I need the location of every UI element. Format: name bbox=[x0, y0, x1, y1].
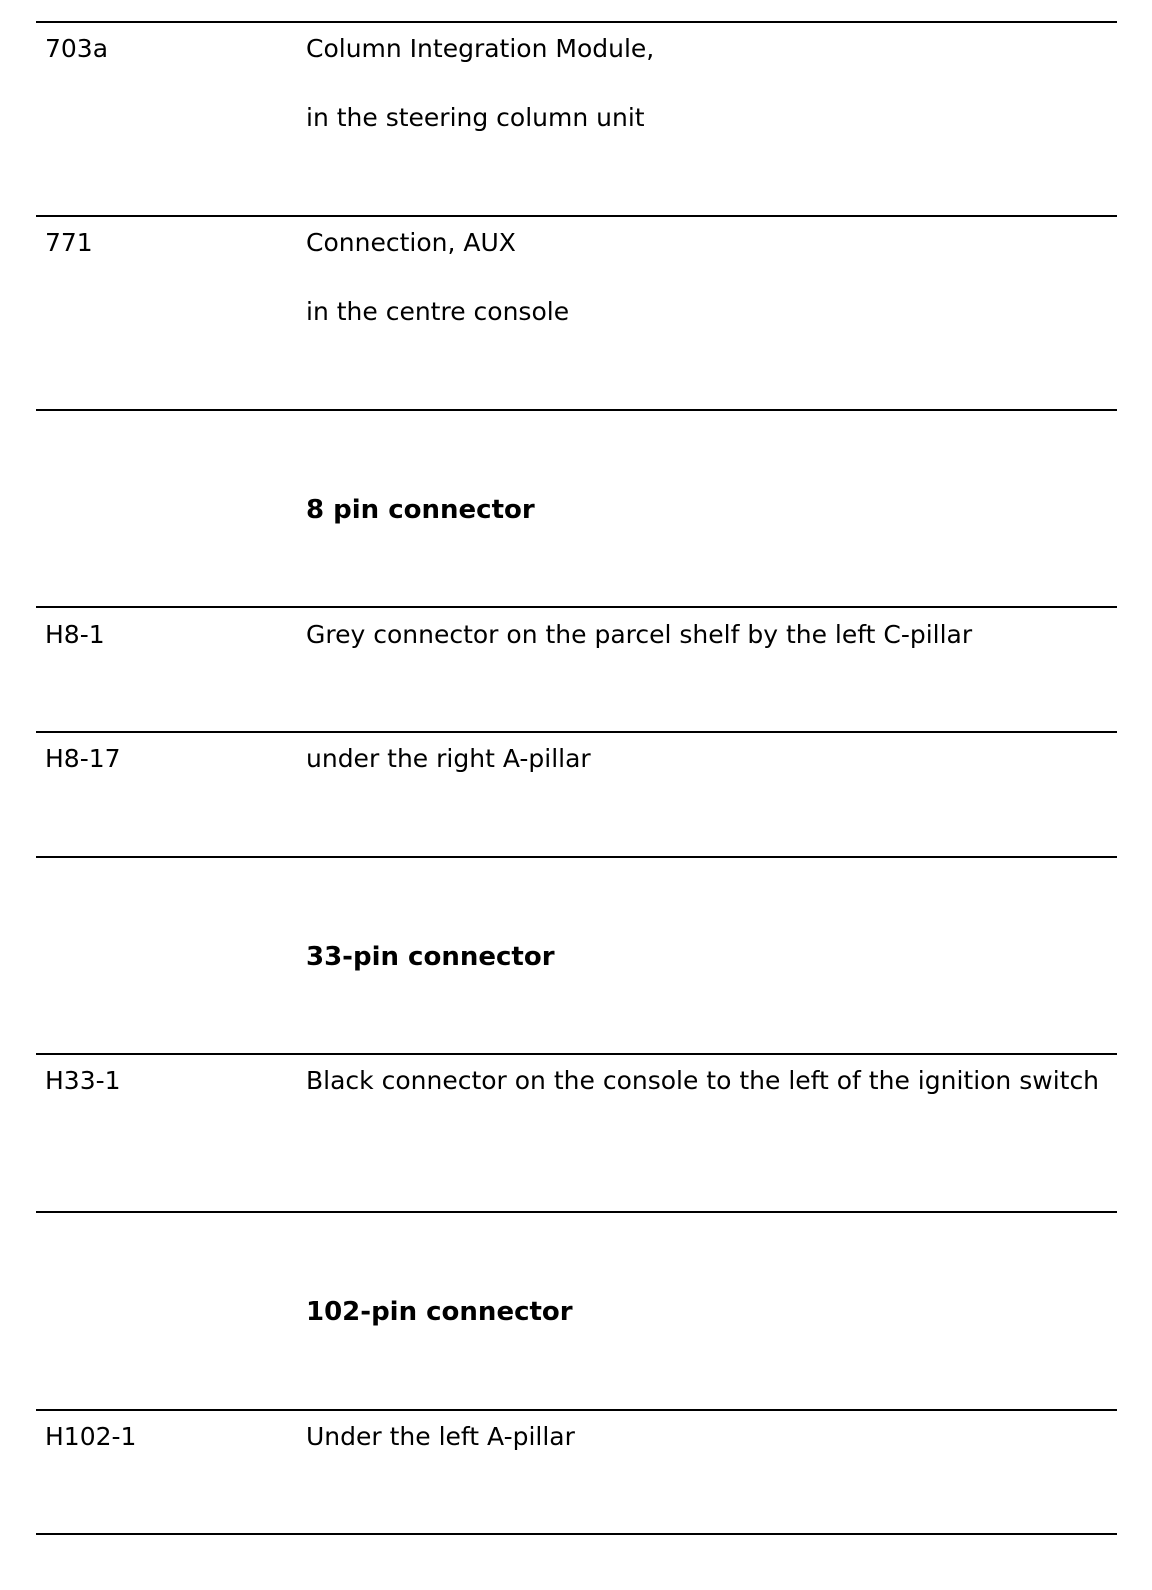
row-divider bbox=[36, 409, 1117, 411]
component-code: H102-1 bbox=[45, 1422, 137, 1451]
description-line: Connection, AUX bbox=[306, 228, 516, 257]
description-line: Grey connector on the parcel shelf by the left C-pillar bbox=[306, 620, 973, 649]
row-divider bbox=[36, 215, 1117, 217]
section-heading: 8 pin connector bbox=[306, 495, 535, 525]
component-code: H8-17 bbox=[45, 744, 121, 773]
description-line: in the centre console bbox=[306, 297, 570, 326]
component-description bbox=[306, 32, 1106, 135]
component-code: H33-1 bbox=[45, 1066, 121, 1095]
component-description bbox=[306, 618, 1106, 652]
row-divider bbox=[36, 1533, 1117, 1535]
description-line: Column Integration Module, bbox=[306, 34, 655, 63]
component-description bbox=[306, 226, 1106, 329]
row-divider bbox=[36, 21, 1117, 23]
row-divider bbox=[36, 1409, 1117, 1411]
row-divider bbox=[36, 731, 1117, 733]
component-description bbox=[306, 742, 1106, 776]
component-code: H8-1 bbox=[45, 620, 105, 649]
component-code: 771 bbox=[45, 228, 93, 257]
row-divider bbox=[36, 1053, 1117, 1055]
section-heading: 33-pin connector bbox=[306, 942, 555, 972]
row-divider bbox=[36, 1211, 1117, 1213]
description-line: Under the left A-pillar bbox=[306, 1422, 575, 1451]
description-line: under the right A-pillar bbox=[306, 744, 591, 773]
description-line: in the steering column unit bbox=[306, 103, 645, 132]
row-divider bbox=[36, 606, 1117, 608]
section-heading: 102-pin connector bbox=[306, 1297, 573, 1327]
component-description bbox=[306, 1420, 1106, 1454]
component-description bbox=[306, 1064, 1106, 1097]
row-divider bbox=[36, 856, 1117, 858]
component-code: 703a bbox=[45, 34, 109, 63]
description-line: Black connector on the console to the left of the ignition switch bbox=[306, 1066, 1100, 1095]
